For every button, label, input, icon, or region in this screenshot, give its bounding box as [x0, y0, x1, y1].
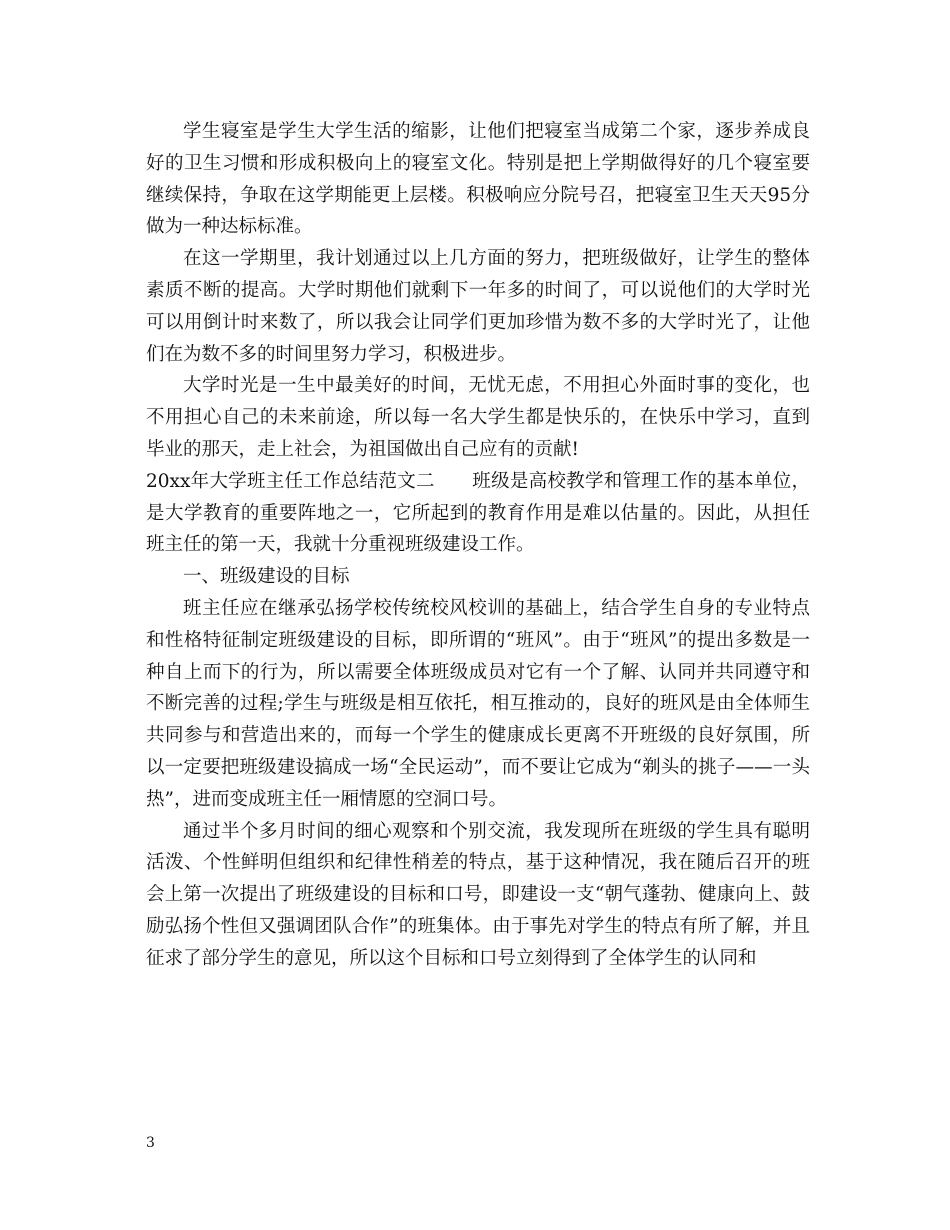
paragraph-semester-plan: 在这一学期里，我计划通过以上几方面的努力，把班级做好，让学生的整体素质不断的提高。大学时期他们就剩下一年多的时间了，可以说他们的大学时光可以用倒计时来数了，所以我会让同学们更加珍惜为数不多的大学时光了，让他们在为数不多的时间里努力学习，积极进步。 [146, 248, 810, 365]
paragraph-dormitory: 学生寝室是学生大学生活的缩影，让他们把寝室当成第二个家，逐步养成良好的卫生习惯和形成积极向上的寝室文化。特别是把上学期做得好的几个寝室要继续保持，争取在这学期能更上层楼。积极响应分院号召，把寝室卫生天天95分做为一种达标标准。 [146, 121, 810, 238]
paragraph-class-style: 班主任应在继承弘扬学校传统校风校训的基础上，结合学生自身的专业特点和性格特征制定班级建设的目标，即所谓的“班风”。由于“班风”的提出多数是一种自上而下的行为，所以需要全体班级成员对它有一个了解、认同并共同遵守和不断完善的过程;学生与班级是相互依托，相互推动的，良好的班风是由全体师生共同参与和营造出来的，而每一个学生的健康成长更离不开班级的良好氛围，所以一定要把班级建设搞成一场“全民运动”，而不要让它成为“剃头的挑子——一头热”，进而变成班主任一厢情愿的空洞口号。 [146, 597, 810, 810]
page-number: 3 [146, 1135, 155, 1151]
section-heading-class-goals: 一、班级建设的目标 [183, 566, 350, 588]
paragraph-sample-two-intro: 20xx年大学班主任工作总结范文二 班级是高校教学和管理工作的基本单位，是大学教育的重要阵地之一，它所起到的教育作用是难以估量的。因此，从担任班主任的第一天，我就十分重视班级建设工作。 [146, 470, 810, 556]
paragraph-college-time: 大学时光是一生中最美好的时间，无忧无虑，不用担心外面时事的变化，也不用担心自己的未来前途，所以每一名大学生都是快乐的，在快乐中学习，直到毕业的那天，走上社会，为祖国做出自己应有的贡献! [146, 375, 810, 460]
paragraph-observation: 通过半个多月时间的细心观察和个别交流，我发现所在班级的学生具有聪明活泼、个性鲜明但组织和纪律性稍差的特点，基于这种情况，我在随后召开的班会上第一次提出了班级建设的目标和口号，即建设一支“朝气蓬勃、健康向上、鼓励弘扬个性但又强调团队合作”的班集体。由于事先对学生的特点有所了解，并且征求了部分学生的意见，所以这个目标和口号立刻得到了全体学生的认同和 [146, 820, 810, 969]
body-text [146, 116, 810, 975]
